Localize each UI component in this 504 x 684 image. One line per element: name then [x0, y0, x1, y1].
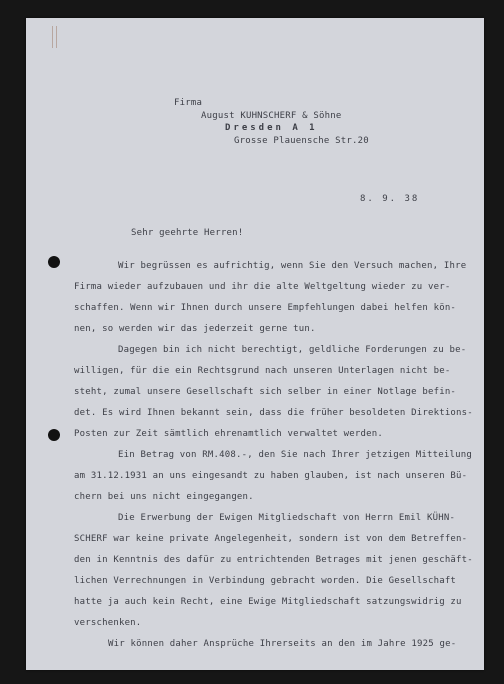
body-line: Die Erwerbung der Ewigen Mitgliedschaft von Herrn Emil KÜHN- [118, 513, 456, 523]
body-line: steht, zumal unsere Gesellschaft sich selber in einer Notlage befin- [74, 387, 457, 397]
body-line: verschenken. [74, 618, 142, 628]
punch-hole [48, 256, 60, 268]
body-line: Posten zur Zeit sämtlich ehrenamtlich verwaltet werden. [74, 429, 384, 439]
body-line: chern bei uns nicht eingegangen. [74, 492, 254, 502]
body-line: Firma wieder aufzubauen und ihr die alte Weltgeltung wieder zu ver- [74, 282, 451, 292]
recipient-line-4: Grosse Plauensche Str.20 [234, 136, 369, 146]
body-line: det. Es wird Ihnen bekannt sein, dass die früher besoldeten Direktions- [74, 408, 473, 418]
pencil-mark [56, 26, 57, 48]
body-line: lichen Verrechnungen in Verbindung gebracht worden. Die Gesellschaft [74, 576, 457, 586]
recipient-line-3: Dresden A 1 [225, 123, 318, 133]
punch-hole [48, 429, 60, 441]
body-line: schaffen. Wenn wir Ihnen durch unsere Empfehlungen dabei helfen kön- [74, 303, 457, 313]
body-line: hatte ja auch kein Recht, eine Ewige Mitgliedschaft satzungswidrig zu [74, 597, 462, 607]
recipient-line-2: August KUHNSCHERF & Söhne [201, 111, 342, 121]
body-line: Wir begrüssen es aufrichtig, wenn Sie den Versuch machen, Ihre [118, 261, 467, 271]
body-line: den in Kenntnis des dafür zu entrichtenden Betrages mit jenen geschäft- [74, 555, 473, 565]
body-line: Dagegen bin ich nicht berechtigt, geldliche Forderungen zu be- [118, 345, 467, 355]
body-line: Wir können daher Ansprüche Ihrerseits an den im Jahre 1925 ge- [108, 639, 457, 649]
body-line: Ein Betrag von RM.408.-, den Sie nach Ihrer jetzigen Mitteilung [118, 450, 472, 460]
recipient-line-1: Firma [174, 98, 203, 108]
letter-page [26, 18, 484, 670]
body-line: am 31.12.1931 an uns eingesandt zu haben glauben, ist nach unseren Bü- [74, 471, 468, 481]
body-line: nen, so werden wir das jederzeit gerne tun. [74, 324, 316, 334]
body-line: SCHERF war keine private Angelegenheit, sondern ist von dem Betreffen- [74, 534, 468, 544]
body-line: willigen, für die ein Rechtsgrund nach unseren Unterlagen nicht be- [74, 366, 451, 376]
pencil-mark [52, 26, 53, 48]
letter-date: 8. 9. 38 [360, 194, 420, 204]
salutation: Sehr geehrte Herren! [131, 228, 244, 238]
